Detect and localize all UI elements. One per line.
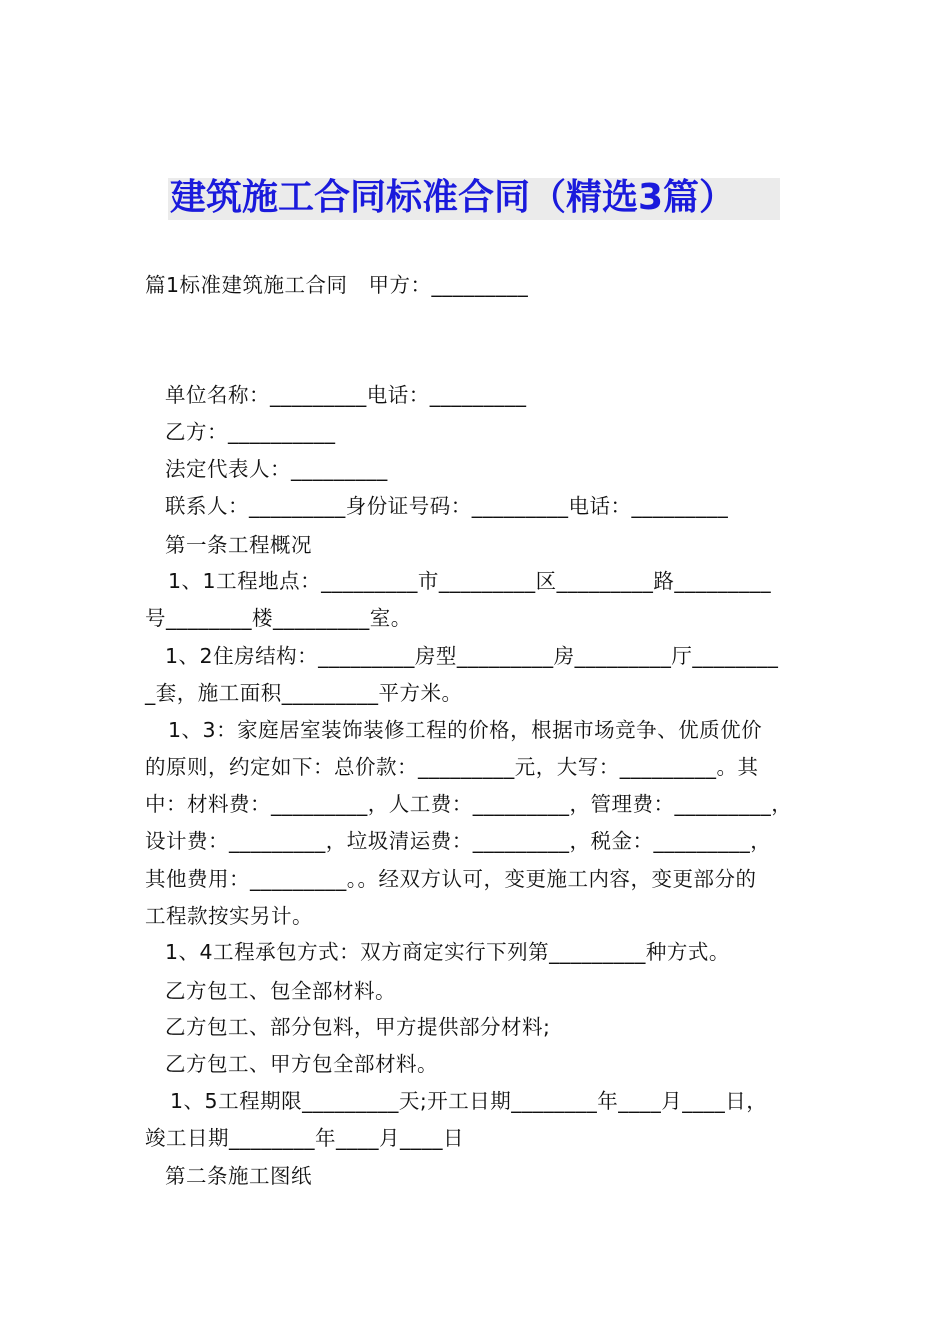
text-line: 乙方包工、包全部材料。	[165, 979, 396, 1003]
text-line: 1、3：家庭居室装饰装修工程的价格，根据市场竞争、优质优价	[168, 718, 763, 742]
text-line: 1、5工程期限_________天;开工日期________年____月____日，	[170, 1089, 768, 1113]
text-line: 法定代表人：_________	[165, 457, 388, 481]
text-line: 单位名称：_________电话：_________	[165, 383, 527, 407]
text-line: _套，施工面积_________平方米。	[145, 681, 463, 705]
section-heading: 篇1标准建筑施工合同 甲方：_________	[145, 273, 529, 297]
text-line: 乙方包工、部分包料，甲方提供部分材料;	[165, 1015, 551, 1039]
clause-heading: 第二条施工图纸	[165, 1164, 312, 1188]
text-line: 1、4工程承包方式：双方商定实行下列第_________种方式。	[165, 940, 730, 964]
text-line: 乙方包工、甲方包全部材料。	[165, 1052, 438, 1076]
text-line: 设计费：_________，垃圾清运费：_________，税金：_________，	[145, 829, 772, 853]
text-line: 其他费用：_________。。经双方认可，变更施工内容，变更部分的	[145, 867, 757, 891]
text-line: 竣工日期________年____月____日	[145, 1126, 464, 1150]
clause-heading: 第一条工程概况	[165, 533, 312, 557]
text-line: 乙方：__________	[165, 420, 336, 444]
text-line: 的原则，约定如下：总价款：_________元，大写：_________。其	[145, 755, 759, 779]
text-line: 联系人：_________身份证号码：_________电话：_________	[165, 494, 729, 518]
text-line: 工程款按实另计。	[145, 904, 313, 928]
text-line: 号________楼_________室。	[145, 606, 412, 630]
text-line: 1、1工程地点：_________市_________区_________路_________	[168, 569, 772, 593]
text-line: 中：材料费：_________，人工费：_________，管理费：_________，	[145, 792, 793, 816]
document-title: 建筑施工合同标准合同（精选3篇）	[170, 177, 736, 218]
text-line: 1、2住房结构：_________房型_________房_________厅________	[165, 644, 779, 668]
